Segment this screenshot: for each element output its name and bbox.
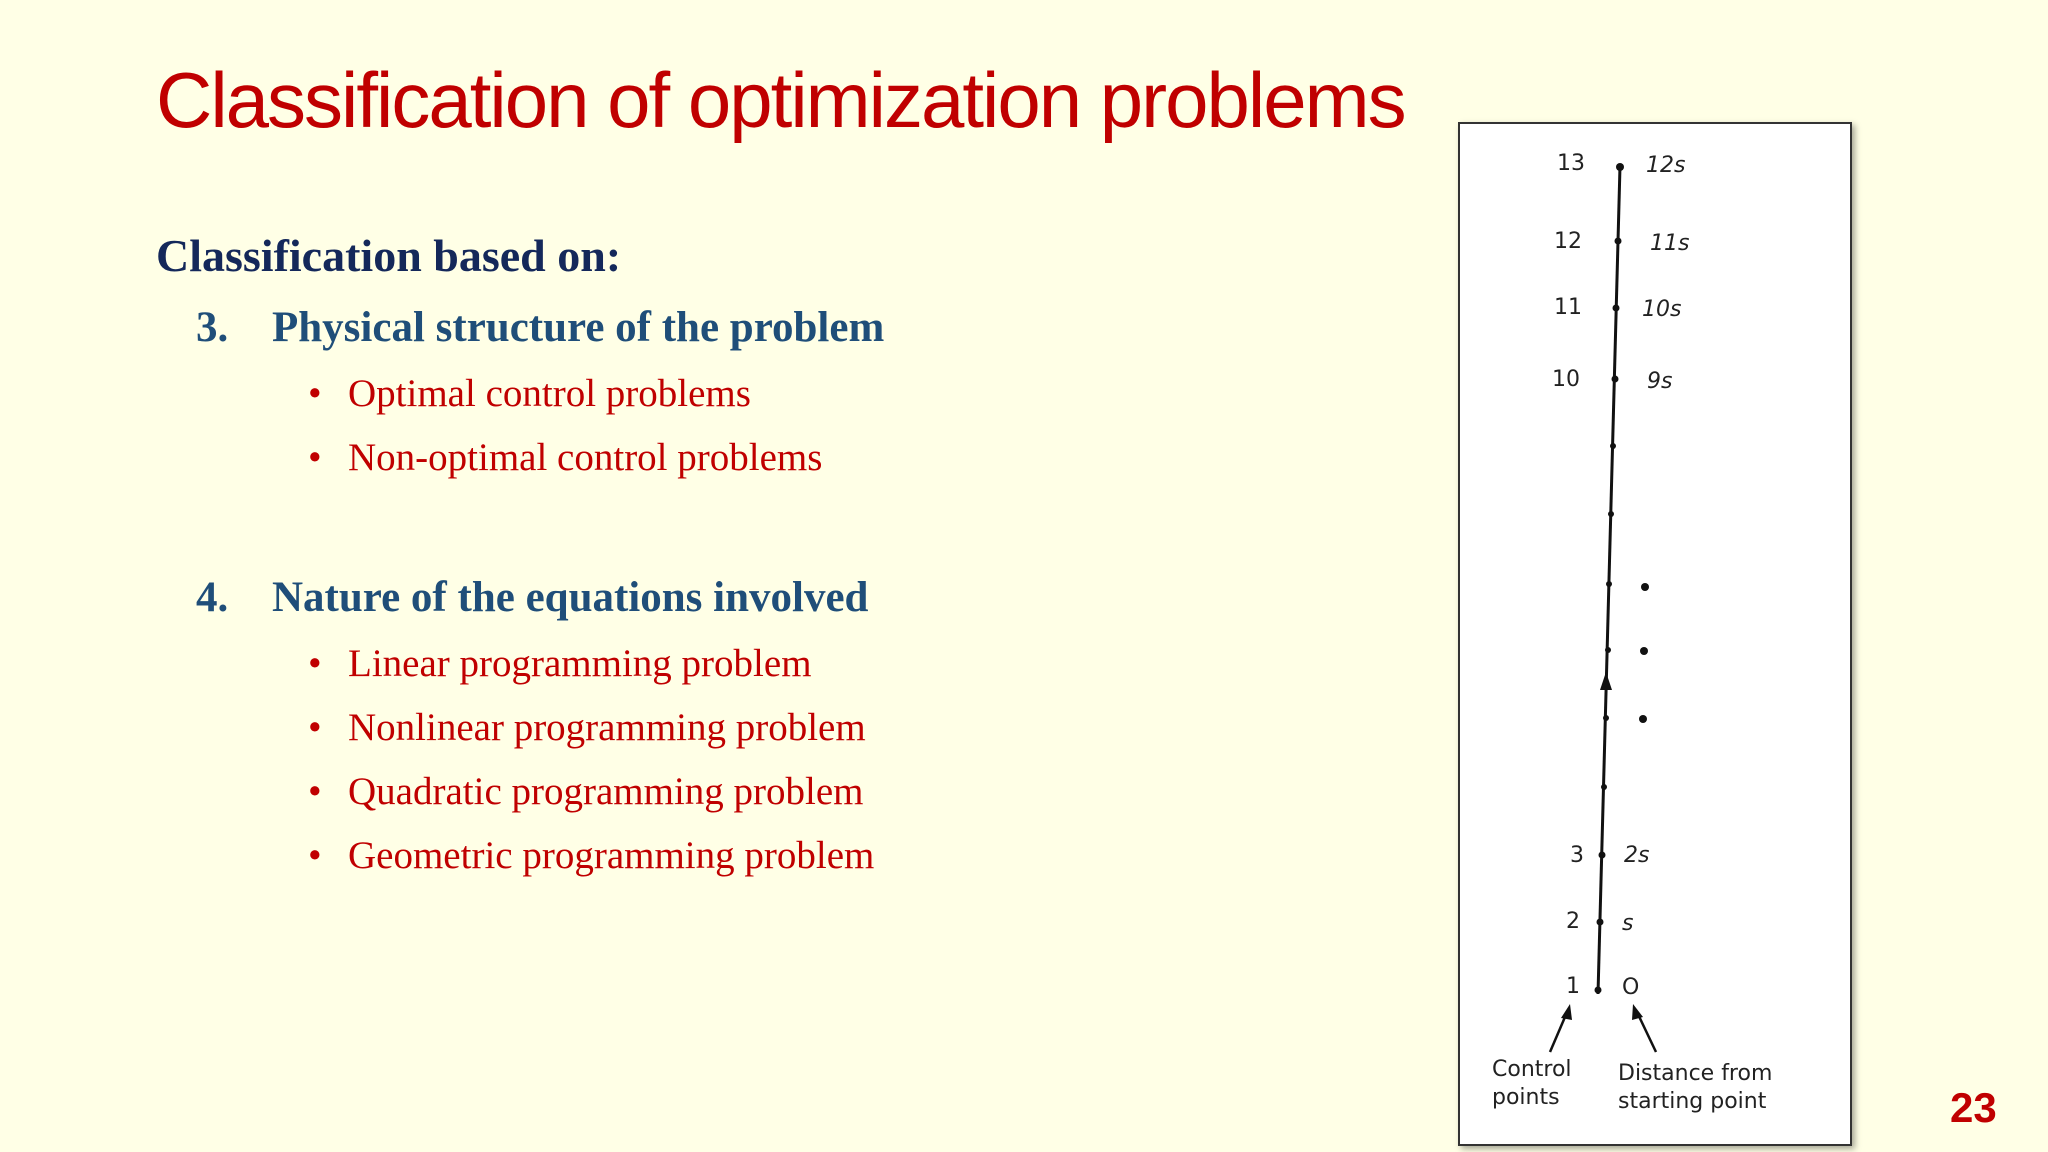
page-number: 23: [1950, 1084, 1997, 1131]
point-marker: [1597, 919, 1604, 926]
bullet-icon: •: [308, 834, 322, 877]
bullet-icon: •: [308, 642, 322, 685]
control-points-caption: Control: [1492, 1057, 1572, 1082]
list-item: [308, 362, 822, 426]
dist-label: 2s: [1624, 843, 1650, 868]
section-number: 4.: [196, 574, 229, 621]
section-label: Nature of the equations involved: [272, 574, 869, 621]
axis-line: [1598, 166, 1620, 994]
section-4-list: [308, 632, 874, 888]
list-item: [308, 426, 822, 490]
point-marker: [1606, 581, 1612, 587]
section-label: Physical structure of the problem: [272, 304, 885, 351]
list-item-text: Geometric programming problem: [348, 834, 875, 877]
cp-label: 3: [1570, 843, 1584, 868]
cp-label: 2: [1566, 909, 1580, 934]
point-marker: [1616, 163, 1624, 171]
control-points-diagram: [1460, 124, 1850, 1144]
list-item-text: Nonlinear programming problem: [348, 706, 866, 749]
cp-label: 1: [1566, 974, 1580, 999]
section-3-list: [308, 362, 822, 490]
classification-heading: Classification based on:: [156, 230, 622, 281]
ellipsis-dot: [1640, 647, 1648, 655]
list-item: [308, 760, 874, 824]
point-marker: [1610, 443, 1616, 449]
bullet-icon: •: [308, 372, 322, 415]
arrowhead-icon: [1600, 672, 1612, 690]
section-3: [196, 300, 884, 356]
cp-label: 10: [1552, 367, 1580, 392]
distance-caption: starting point: [1618, 1089, 1767, 1114]
list-item-text: Non-optimal control problems: [348, 436, 823, 479]
point-marker: [1612, 376, 1619, 383]
section-4: [196, 570, 868, 626]
bullet-icon: •: [308, 706, 322, 749]
point-marker: [1613, 305, 1620, 312]
cp-label: 12: [1554, 229, 1582, 254]
dist-label: O: [1622, 975, 1640, 1000]
point-marker: [1605, 647, 1611, 653]
list-item-text: Quadratic programming problem: [348, 770, 864, 813]
list-item-text: Optimal control problems: [348, 372, 751, 415]
list-item-text: Linear programming problem: [348, 642, 812, 685]
point-marker: [1601, 784, 1607, 790]
cp-label: 11: [1554, 295, 1582, 320]
list-item: [308, 824, 874, 888]
slide-title: Classification of optimization problems: [156, 56, 1405, 144]
ellipsis-dot: [1639, 715, 1647, 723]
point-marker: [1608, 511, 1614, 517]
dist-label: 9s: [1647, 369, 1673, 394]
dist-label: s: [1622, 911, 1634, 936]
bullet-icon: •: [308, 436, 322, 479]
arrowhead-icon: [1632, 1004, 1643, 1020]
distance-caption: Distance from: [1618, 1061, 1773, 1086]
point-marker: [1595, 987, 1602, 994]
section-number: 3.: [196, 304, 229, 351]
dist-label: 11s: [1650, 231, 1690, 256]
list-item: [308, 696, 874, 760]
point-marker: [1599, 852, 1606, 859]
arrowhead-icon: [1561, 1004, 1572, 1020]
point-marker: [1615, 238, 1622, 245]
bullet-icon: •: [308, 770, 322, 813]
ellipsis-dot: [1641, 583, 1649, 591]
dist-label: 10s: [1642, 297, 1682, 322]
point-marker: [1603, 715, 1609, 721]
control-points-figure: [1458, 122, 1852, 1146]
dist-label: 12s: [1646, 153, 1686, 178]
control-points-caption: points: [1492, 1085, 1560, 1110]
cp-label: 13: [1557, 151, 1585, 176]
list-item: [308, 632, 874, 696]
